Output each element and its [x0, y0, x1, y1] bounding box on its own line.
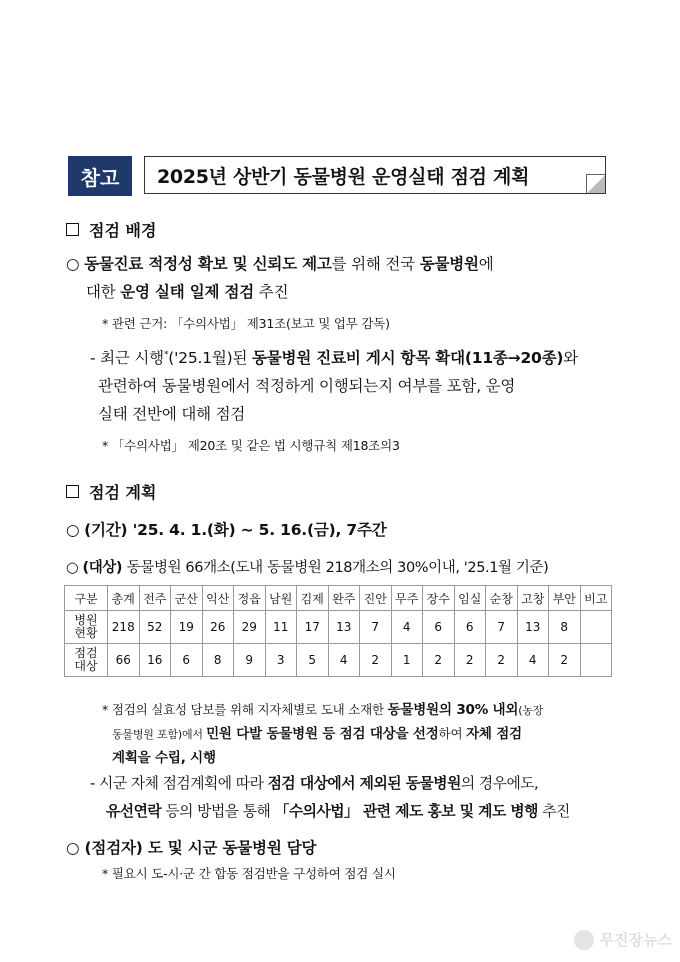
table-cell: 8 — [549, 611, 581, 644]
text: 추진 — [537, 803, 570, 820]
table-header-cell: 부안 — [549, 586, 581, 611]
row-label-line: 대상 — [74, 659, 98, 673]
table-header-cell: 순창 — [486, 586, 518, 611]
table-header-cell: 전주 — [139, 586, 171, 611]
table-cell: 7 — [486, 611, 518, 644]
circle-bullet-icon: ○ — [66, 560, 83, 576]
text: - 시군 자체 점검계획에 따라 — [90, 775, 268, 792]
table-cell: 2 — [549, 644, 581, 677]
section-heading-text: 점검 배경 — [89, 221, 157, 240]
table-cell: 2 — [454, 644, 486, 677]
table-header-row — [65, 586, 612, 611]
row-label-line: 점검 — [74, 646, 98, 660]
text-bold: (대상) — [82, 560, 127, 576]
footnote-mark: * — [163, 349, 169, 360]
circle-bullet-icon: ○ — [66, 255, 85, 273]
note-joint-inspection: * 필요시 도-시·군 간 합동 점검반을 구성하여 점검 실시 — [102, 866, 396, 881]
text: 동물병원 포함)에서 — [112, 728, 207, 741]
page-title — [144, 156, 606, 194]
row-label-line: 현황 — [74, 626, 98, 640]
table-header-cell: 총계 — [108, 586, 140, 611]
table-header-cell: 김제 — [297, 586, 329, 611]
text-bold: 동물병원의 30% 내외 — [387, 702, 519, 718]
table-header-cell: 남원 — [265, 586, 297, 611]
table-row — [65, 644, 612, 677]
text-bold: '25. 4. 1.(화) ~ 5. 16.(금), 7주간 — [132, 521, 387, 539]
note-selection-line2 — [112, 722, 522, 742]
table-cell: 19 — [171, 611, 203, 644]
table-cell: 13 — [328, 611, 360, 644]
text: 와 — [563, 349, 579, 367]
watermark-logo-icon — [574, 930, 594, 950]
table-cell: 66 — [108, 644, 140, 677]
square-bullet-icon — [66, 223, 79, 236]
table-cell: 9 — [234, 644, 266, 677]
table-cell: 6 — [454, 611, 486, 644]
page-title-text: 2025년 상반기 동물병원 운영실태 점검 계획 — [157, 165, 530, 188]
table-header-cell: 구분 — [65, 586, 108, 611]
square-bullet-icon — [66, 485, 79, 498]
text: 대한 — [86, 283, 121, 301]
row-label-line: 병원 — [74, 613, 98, 627]
text: 등의 방법을 통해 — [161, 803, 275, 820]
note-enforcement-rule: * 「수의사법」 제20조 및 같은 법 시행규칙 제18조의3 — [102, 438, 400, 453]
table-cell: 5 — [297, 644, 329, 677]
table-cell: 4 — [391, 611, 423, 644]
text-bold: 유선연락 — [106, 803, 162, 820]
table-header-cell: 무주 — [391, 586, 423, 611]
text: ('25.1월)된 — [168, 349, 253, 367]
text: 최근 시행 — [100, 349, 164, 367]
watermark-text: 무진장뉴스 — [599, 931, 672, 949]
title-tag: 참고 — [68, 156, 132, 196]
hospital-table — [64, 585, 612, 677]
table-header-cell: 정읍 — [234, 586, 266, 611]
text-bold: 민원 다발 동물병원 등 점검 대상을 선정 — [206, 726, 439, 742]
section-heading-background — [66, 218, 156, 241]
background-dash-line2: 관련하여 동물병원에서 적정하게 이행되는지 여부를 포함, 운영 — [98, 377, 516, 395]
table-cell: 6 — [171, 644, 203, 677]
text-bold: (기간) — [84, 521, 133, 539]
table-header-cell: 임실 — [454, 586, 486, 611]
plan-period — [66, 518, 387, 540]
table-cell — [580, 644, 612, 677]
text: 의 경우에도, — [460, 775, 539, 792]
background-dash-line1 — [90, 346, 578, 368]
section-heading-text: 점검 계획 — [89, 483, 157, 502]
text-bold: 점검 대상에서 제외된 동물병원 — [267, 775, 461, 792]
table-cell: 13 — [517, 611, 549, 644]
table-cell: 2 — [423, 644, 455, 677]
plan-inspector — [66, 836, 316, 858]
table-cell: 4 — [328, 644, 360, 677]
text-bold: 운영 실태 일제 점검 — [120, 283, 255, 301]
section-heading-plan — [66, 480, 156, 503]
table-row — [65, 611, 612, 644]
text-bold: 동물병원 — [419, 255, 479, 273]
row-label — [65, 611, 108, 644]
table-cell: 26 — [202, 611, 234, 644]
watermark — [574, 929, 672, 950]
plan-dash-line2 — [106, 800, 570, 821]
table-header-cell: 고창 — [517, 586, 549, 611]
table-cell: 3 — [265, 644, 297, 677]
table-header-cell: 익산 — [202, 586, 234, 611]
text: (농장 — [518, 704, 544, 717]
table-cell: 17 — [297, 611, 329, 644]
table-cell: 218 — [108, 611, 140, 644]
dash-bullet-icon: - — [90, 349, 101, 367]
table-header-cell: 장수 — [423, 586, 455, 611]
table-cell: 52 — [139, 611, 171, 644]
text-bold: 동물병원 진료비 게시 항목 확대(11종→20종) — [252, 349, 564, 367]
table-cell: 16 — [139, 644, 171, 677]
table-cell: 7 — [360, 611, 392, 644]
text: 동물병원 66개소(도내 동물병원 218개소의 30%이내, '25.1월 기준) — [126, 560, 549, 576]
table-header-cell: 완주 — [328, 586, 360, 611]
table-header-cell: 진안 — [360, 586, 392, 611]
circle-bullet-icon: ○ — [66, 521, 85, 539]
background-bullet-line1 — [66, 252, 494, 274]
text-bold: 자체 점검 — [466, 726, 522, 742]
text: 하여 — [438, 726, 467, 741]
table-cell: 8 — [202, 644, 234, 677]
title-block — [68, 156, 608, 196]
row-label — [65, 644, 108, 677]
background-bullet-line2 — [86, 280, 288, 302]
text-bold: (점검자) 도 및 시군 동물병원 담당 — [84, 839, 317, 857]
plan-dash-line1 — [90, 772, 538, 793]
background-dash-line3: 실태 전반에 대해 점검 — [98, 405, 246, 423]
text-bold: 「수의사법」 관련 제도 홍보 및 계도 병행 — [274, 803, 538, 820]
text: * 점검의 실효성 담보를 위해 지자체별로 도내 소재한 — [102, 702, 388, 717]
table-cell: 4 — [517, 644, 549, 677]
text: 에 — [478, 255, 494, 273]
note-selection-line1 — [102, 698, 543, 718]
note-selection-line3: 계획을 수립, 시행 — [112, 750, 216, 766]
table-cell: 6 — [423, 611, 455, 644]
plan-target — [66, 556, 548, 577]
note-legal-basis: * 관련 근거: 「수의사법」 제31조(보고 및 업무 감독) — [102, 316, 390, 331]
folded-corner-icon — [586, 174, 605, 193]
table-header-cell: 군산 — [171, 586, 203, 611]
table-cell: 29 — [234, 611, 266, 644]
text: 를 위해 전국 — [331, 255, 420, 273]
text: 추진 — [254, 283, 289, 301]
text-bold: 동물진료 적정성 확보 및 신뢰도 제고 — [84, 255, 332, 273]
table-cell — [580, 611, 612, 644]
table-header-cell: 비고 — [580, 586, 612, 611]
table-cell: 11 — [265, 611, 297, 644]
circle-bullet-icon: ○ — [66, 839, 85, 857]
table-cell: 1 — [391, 644, 423, 677]
table-cell: 2 — [486, 644, 518, 677]
table-cell: 2 — [360, 644, 392, 677]
